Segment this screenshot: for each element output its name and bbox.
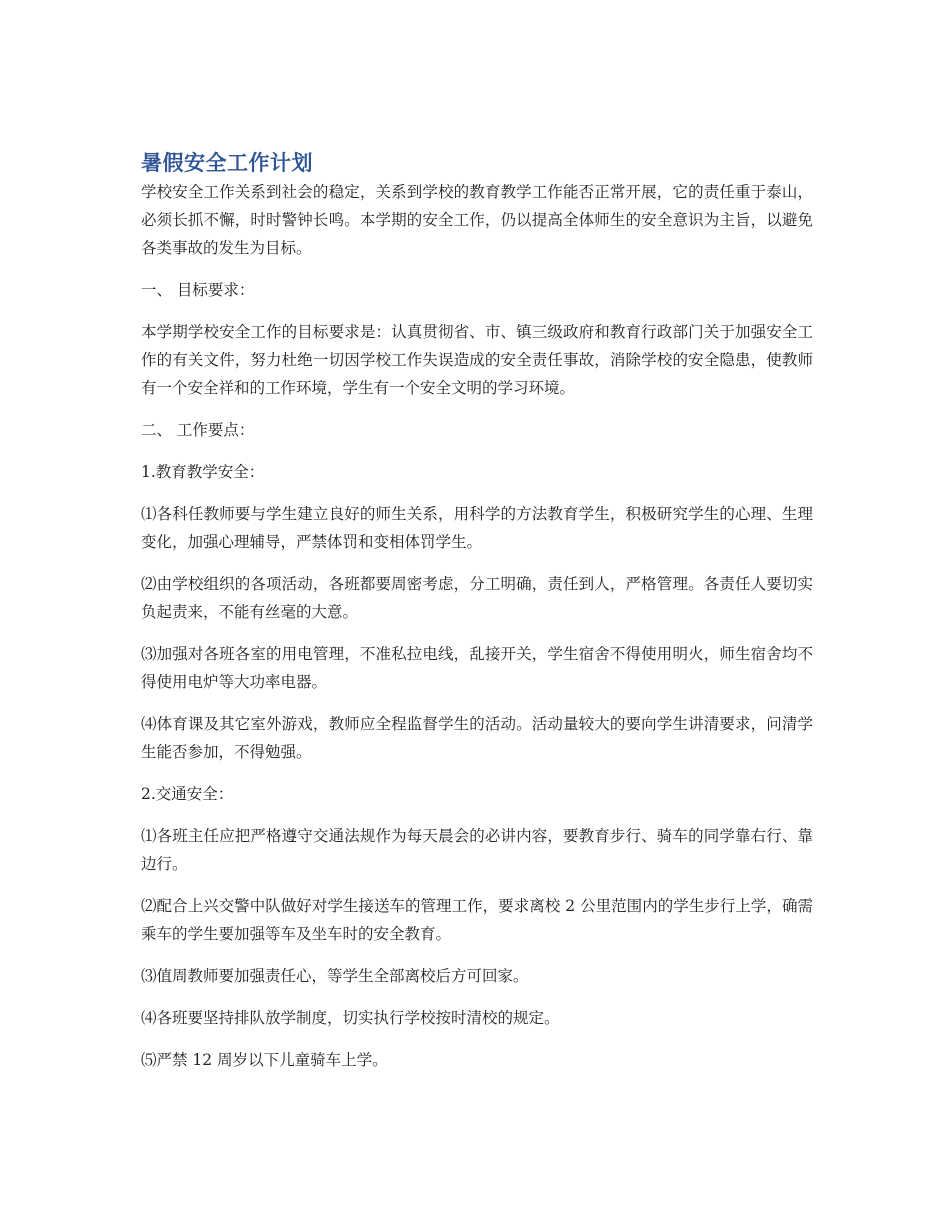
list-item: ⑴各科任教师要与学生建立良好的师生关系，用科学的方法教育学生，积极研究学生的心理、生理变化，加强心理辅导，严禁体罚和变相体罚学生。 bbox=[141, 505, 813, 551]
list-item: ⑵配合上兴交警中队做好对学生接送车的管理工作，要求离校 2 公里范围内的学生步行上学，确需乘车的学生要加强等车及坐车时的安全教育。 bbox=[141, 897, 813, 943]
list-item: ⑸严禁 12 周岁以下儿童骑车上学。 bbox=[141, 1051, 388, 1069]
subheading-traffic-safety: 2.交通安全： bbox=[141, 785, 234, 803]
list-item: ⑴各班主任应把严格遵守交通法规作为每天晨会的必讲内容，要教育步行、骑车的同学靠右行、靠边行。 bbox=[141, 827, 813, 873]
section-heading-key-points: 二、 工作要点： bbox=[141, 421, 255, 439]
list-item: ⑵由学校组织的各项活动，各班都要周密考虑，分工明确，责任到人，严格管理。各责任人要切实负起责来，不能有丝毫的大意。 bbox=[141, 575, 813, 621]
section-heading-goals: 一、 目标要求： bbox=[141, 281, 255, 299]
list-item: ⑶加强对各班各室的用电管理，不准私拉电线，乱接开关，学生宿舍不得使用明火，师生宿舍均不得使用电炉等大功率电器。 bbox=[141, 645, 813, 691]
document-body bbox=[141, 148, 813, 1074]
list-item: ⑷体育课及其它室外游戏，教师应全程监督学生的活动。活动量较大的要向学生讲清要求，问清学生能否参加，不得勉强。 bbox=[141, 715, 813, 761]
list-item: ⑷各班要坚持排队放学制度，切实执行学校按时清校的规定。 bbox=[141, 1009, 560, 1027]
subheading-teaching-safety: 1.教育教学安全： bbox=[141, 463, 265, 481]
list-item: ⑶值周教师要加强责任心，等学生全部离校后方可回家。 bbox=[141, 967, 529, 985]
document-title: 暑假安全工作计划 bbox=[141, 151, 313, 175]
intro-paragraph: 学校安全工作关系到社会的稳定，关系到学校的教育教学工作能否正常开展，它的责任重于泰山，必须长抓不懈，时时警钟长鸣。本学期的安全工作，仍以提高全体师生的安全意识为主旨，以避免各类事故的发生为目标。 bbox=[141, 183, 813, 257]
goals-paragraph: 本学期学校安全工作的目标要求是：认真贯彻省、市、镇三级政府和教育行政部门关于加强安全工作的有关文件，努力杜绝一切因学校工作失误造成的安全责任事故，消除学校的安全隐患，使教师有一个安全祥和的工作环境，学生有一个安全文明的学习环境。 bbox=[141, 323, 813, 397]
